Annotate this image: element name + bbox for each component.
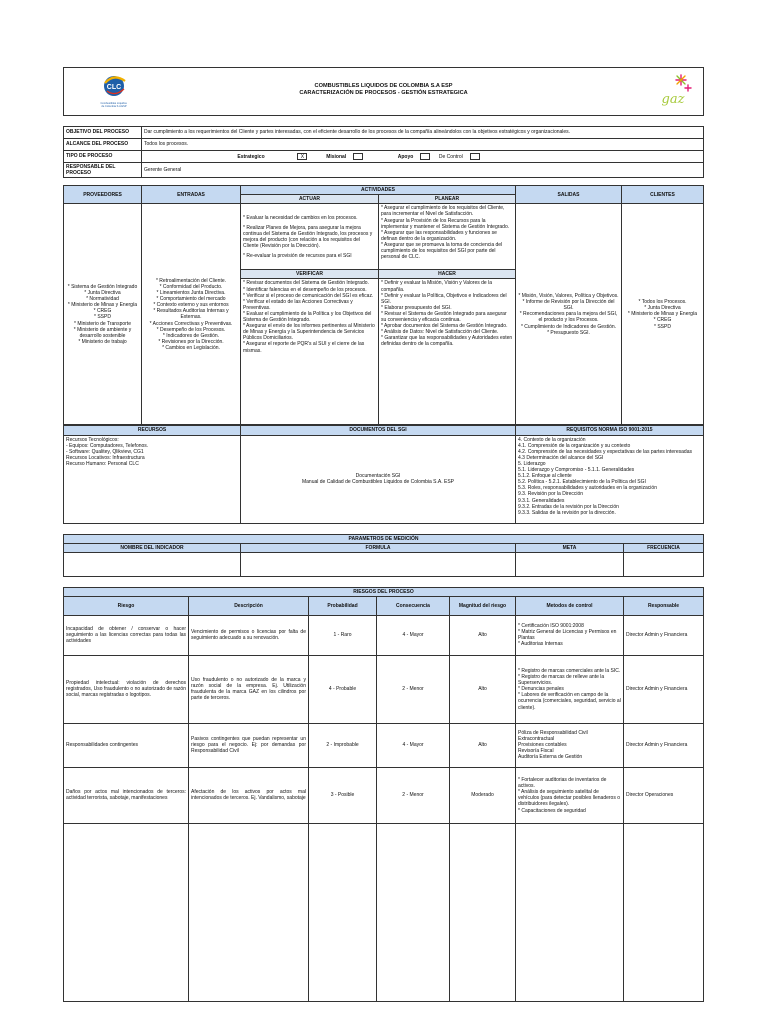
- list-item: 4. Contexto de la organización: [518, 436, 586, 443]
- planear-list: [379, 204, 516, 270]
- recursos-list: [64, 435, 241, 523]
- descripcion-cell: Pasivos contingentes que puedan representar un riesgo para el negocio. Ej: por demandas por Responsabilidad Civil: [189, 723, 309, 767]
- list-item: * Auditorias Internas: [518, 641, 563, 648]
- list-item: * Denuncias penales: [518, 686, 564, 693]
- list-item: * Certificación ISO 9001:2008: [518, 623, 584, 630]
- list-item: 5.2. Política - 5.2.1. Establecimiento de la Política del SGI: [518, 479, 646, 486]
- list-item: * Ministerio de trabajo: [78, 338, 127, 345]
- magnitud-cell: Alto: [450, 655, 516, 723]
- actuar-header: ACTUAR: [241, 195, 379, 204]
- list-item: * Registro de marcas comerciales ante la SIC.: [518, 668, 621, 675]
- hacer-header: HACER: [379, 270, 516, 279]
- responsable-header: Responsable: [624, 596, 704, 615]
- resources-table: [63, 425, 704, 523]
- list-item: Póliza de Responsabilidad Civil Extracontractual: [518, 730, 588, 743]
- list-item: * Sistema de Gestión Integrado: [67, 283, 138, 290]
- list-item: * Labores de verificación en campo de la ocurrencia (comerciales, seguridad, servicio al cliente).: [518, 692, 621, 711]
- list-item: * Ministerio de Minas y Energía: [67, 302, 138, 309]
- spacer: [63, 577, 704, 587]
- responsable-label: RESPONSABLE DEL PROCESO: [64, 163, 142, 178]
- list-item: Documentación SGI: [355, 472, 401, 479]
- spacer: [63, 524, 704, 534]
- empty-cell: [377, 823, 450, 1001]
- salidas-header: SALIDAS: [516, 186, 622, 204]
- frecuencia-header: FRECUENCIA: [624, 543, 704, 552]
- requisitos-header: REQUISITOS NORMA ISO 9001:2015: [516, 426, 704, 435]
- list-item: * SSPD: [654, 323, 671, 330]
- verificar-list: [241, 279, 379, 425]
- table-row: [64, 615, 704, 655]
- control-cell: [516, 655, 624, 723]
- verificar-header: VERIFICAR: [241, 270, 379, 279]
- list-item: * Verificar el estado de las Acciones Correctivas y Preventivas.: [243, 298, 353, 311]
- list-item: * Elaborar presupuesto del SGI.: [381, 304, 452, 311]
- list-item: * Indicadores de Gestión.: [162, 332, 220, 339]
- meta-header: META: [516, 543, 624, 552]
- empty-cell: [450, 823, 516, 1001]
- clientes-header: CLIENTES: [622, 186, 704, 204]
- measurement-table: [63, 534, 704, 577]
- actuar-list: [241, 204, 379, 270]
- list-item: * Revisiones por la Dirección.: [158, 338, 224, 345]
- list-item: * Realizar Planes de Mejora, para asegurar la mejora continua del Sistema de Gestión Integrado, los procesos y mejora del producto (con relación a los requisitos del Cliente (Revisión por la Dirección).: [243, 224, 373, 249]
- entradas-header: ENTRADAS: [142, 186, 241, 204]
- list-item: * Asegurar el envío de los informes pertinentes al Ministerio de Minas y Energía y la Superintendencia de Servicios Públicos Domiciliarios.: [243, 323, 375, 342]
- list-item: * CREG: [93, 308, 112, 315]
- list-item: * Todos los Procesos.: [638, 299, 687, 306]
- objetivo-label: OBJETIVO DEL PROCESO: [64, 127, 142, 139]
- proveedores-list: [64, 204, 142, 425]
- formula-cell[interactable]: [241, 552, 516, 576]
- table-row: [64, 823, 704, 1001]
- list-item: 9.3.3. Salidas de la revisión por la dirección.: [518, 509, 616, 516]
- list-item: * Ministerio de Transporte: [74, 320, 131, 327]
- table-row: [64, 767, 704, 823]
- magnitud-cell: Alto: [450, 723, 516, 767]
- list-item: 9.3. Revisión por la Dirección: [518, 491, 584, 498]
- spacer: [63, 178, 704, 185]
- list-item: * Ministerio de Minas y Energía: [627, 311, 698, 318]
- list-item: * Acciones Correctivas y Preventivas.: [149, 320, 233, 327]
- list-item: * Lineamientos Junta Directiva.: [156, 290, 226, 297]
- nombre-indicador-header: NOMBRE DEL INDICADOR: [64, 543, 241, 552]
- spacer: [63, 116, 704, 126]
- list-item: * Presupuesto SGI.: [547, 329, 590, 336]
- consecuencia-cell: 4 - Mayor: [377, 723, 450, 767]
- descripcion-cell: Afectación de los activos por actos mal intencionados de terceros. Ej. Vandalismo, sabotaje: [189, 767, 309, 823]
- clc-logo-caption: Combustibles Líquidos de Colombia S.A ESP: [100, 102, 127, 108]
- list-item: * Resultados Auditorías Internas y Externas.: [153, 308, 229, 321]
- list-item: * Análisis de seguimiento satelital de vehículos (para detectar posibles llenaderos o distribuidores ilegales).: [518, 789, 621, 808]
- empty-cell: [624, 823, 704, 1001]
- list-item: * Normatividad: [86, 296, 119, 303]
- list-item: * Aprobar documentos del Sistema de Gestión Integrado.: [381, 323, 508, 330]
- table-row: [64, 655, 704, 723]
- list-item: * Asegurar la Provisión de los Recursos para la implementar y mantener el Sistema de Gestión Integrado.: [381, 217, 510, 230]
- control-cell: [516, 723, 624, 767]
- list-item: * Asegurar que se promueva la toma de conciencia del cumplimiento de los requisitos del SGI por parte del personal de CLC.: [381, 241, 503, 261]
- list-item: * Asegurar el cumplimiento de los requisitos del Cliente, para incrementar el Nivel de Satisfacción.: [381, 205, 505, 218]
- salidas-list: [516, 204, 622, 425]
- list-item: * Cumplimiento de Indicadores de Gestión.: [520, 323, 617, 330]
- list-item: * Capacitaciones de seguridad: [518, 807, 586, 814]
- probabilidad-cell: 2 - Improbable: [309, 723, 377, 767]
- list-item: * Análisis de Datos: Nivel de Satisfacción del Cliente.: [381, 329, 499, 336]
- documentos-list: [241, 435, 516, 523]
- tipo-control-checkbox[interactable]: [470, 153, 480, 160]
- list-item: Revisoría Fiscal: [518, 748, 554, 755]
- probabilidad-cell: 4 - Probable: [309, 655, 377, 723]
- list-item: * Junta Directiva: [84, 290, 121, 297]
- list-item: * Garantizar que las responsabilidades y Autoridades esten definidas dentro de la compañía.: [381, 335, 513, 348]
- document-header: [63, 67, 704, 116]
- list-item: Auditoría Externa de Gestión: [518, 754, 583, 761]
- list-item: 5.1.2. Enfoque al cliente: [518, 473, 572, 480]
- list-item: * Desempeño de los Procesos.: [156, 326, 226, 333]
- measurement-title: PARAMETROS DE MEDICIÓN: [64, 534, 704, 543]
- list-item: * Identificar falencias en el desempeño de los procesos.: [243, 286, 367, 293]
- riesgo-cell: Responsabilidades contingentes: [64, 723, 189, 767]
- list-item: * Comportamiento del mercado: [156, 296, 226, 303]
- responsable-cell: Director Admin y Financiera: [624, 723, 704, 767]
- control-cell: [516, 615, 624, 655]
- document-subtitle: CARACTERIZACIÓN DE PROCESOS - GESTIÓN ESTRATEGICA: [299, 90, 468, 96]
- tipo-misional-checkbox[interactable]: [353, 153, 363, 160]
- table-row: [64, 723, 704, 767]
- magnitud-header: Magnitud del riesgo: [450, 596, 516, 615]
- list-item: 4.2. Comprensión de las necesidades y expectativas de las partes interesadas: [518, 448, 692, 455]
- objetivo-value: Dar cumplimiento a los requerimientos del Cliente y partes interesadas, con el eficiente desarrollo de los procesos de la compañía alineándolos con la objetivos estratégicos y organizacionales.: [142, 127, 704, 139]
- responsable-value: Gerente General: [142, 163, 704, 178]
- responsable-cell: Director Operaciones: [624, 767, 704, 823]
- empty-cell: [64, 823, 189, 1001]
- consecuencia-header: Consecuencia: [377, 596, 450, 615]
- control-header: Metodos de control: [516, 596, 624, 615]
- list-item: 9.3.2. Entradas de la revisión por la Dirección: [518, 503, 619, 510]
- activities-table: [63, 185, 704, 425]
- magnitud-cell: Alto: [450, 615, 516, 655]
- tipo-estrategico-checkbox[interactable]: X: [297, 153, 307, 160]
- risks-table: [63, 587, 704, 1002]
- list-item: * Contexto externo y sus entornos: [153, 302, 229, 309]
- list-item: * Asegurar el reporte de PQR's al SUI y el cierre de las mismas.: [243, 341, 365, 354]
- list-item: * Cambios en Legislación.: [162, 344, 220, 351]
- list-item: * Fortalecer auditorias de inventarios de activos.: [518, 777, 607, 790]
- descripcion-cell: Vencimiento de permisos o licencias por falta de seguimiento adecuado a su renovación.: [189, 615, 309, 655]
- list-item: 9.3.1. Generalidades: [518, 497, 565, 504]
- list-item: * Recomendaciones para la mejora del SGI, el producto y los Procesos.: [519, 311, 618, 324]
- risks-title: RIESGOS DEL PROCESO: [64, 587, 704, 596]
- hacer-list: [379, 279, 516, 425]
- list-item: * Evaluar el cumplimiento de la Política y los Objetivos del Sistema de Gestión Integrado.: [243, 310, 372, 324]
- list-item: * Misión, Visión, Valores, Política y Objetivos.: [518, 293, 619, 300]
- list-item: 5.1. Liderazgo y Compromiso - 5.1.1. Generalidades: [518, 467, 635, 474]
- clc-logo-text: CLC: [106, 84, 122, 91]
- descripcion-cell: Uso fraudulento o no autorizado de la marca y razón social de la empresa. Ej. Utilización fraudulenta de la marca GAZ en los cilindros por parte de terceros.: [189, 655, 309, 723]
- list-item: * Definir y evaluar la Política, Objetivos e Indicadores del SGI.: [381, 292, 507, 305]
- requisitos-list: [516, 435, 704, 523]
- riesgo-header: Riesgo: [64, 596, 189, 615]
- tipo-options: [142, 151, 704, 163]
- list-item: 5. Liderazgo: [518, 460, 546, 467]
- empty-cell: [309, 823, 377, 1001]
- proveedores-header: PROVEEDORES: [64, 186, 142, 204]
- list-item: Provisiones contables: [518, 742, 567, 749]
- list-item: Recursos Locativos: Infraestructura: [66, 454, 145, 461]
- consecuencia-cell: 2 - Menor: [377, 655, 450, 723]
- list-item: * Ministerio de ambiente y desarrollo sostenible: [73, 326, 132, 339]
- process-info-table: [63, 126, 704, 178]
- tipo-apoyo-checkbox[interactable]: [420, 153, 430, 160]
- magnitud-cell: Moderado: [450, 767, 516, 823]
- company-title: COMBUSTIBLES LIQUIDOS DE COLOMBIA S.A ESP: [314, 83, 453, 89]
- control-cell: [516, 767, 624, 823]
- list-item: * Junta Directiva: [644, 305, 681, 312]
- consecuencia-cell: 2 - Menor: [377, 767, 450, 823]
- alcance-label: ALCANCE DEL PROCESO: [64, 139, 142, 151]
- clientes-list: [622, 204, 704, 425]
- documentos-header: DOCUMENTOS DEL SGI: [241, 426, 516, 435]
- list-item: * Matriz General de Licencias y Permisos en Plantas: [518, 629, 617, 642]
- list-item: Recurso Humano: Personal CLC: [66, 460, 139, 467]
- list-item: * Registro de marcas de relleve ante la Superservicios.: [518, 674, 605, 687]
- empty-cell: [516, 823, 624, 1001]
- riesgo-cell: Daños por actos mal intencionados de terceros: actividad terrorista, sabotaje, manifestaciones: [64, 767, 189, 823]
- list-item: * Revisar el Sistema de Gestión Integrado para asegurar su conveniencia y eficacia continua.: [381, 310, 507, 324]
- list-item: * Conformidad del Producto.: [159, 283, 223, 290]
- alcance-value: Todos los procesos.: [142, 139, 704, 151]
- probabilidad-cell: 3 - Posible: [309, 767, 377, 823]
- list-item: Recursos Tecnológicos:: [66, 436, 119, 443]
- frecuencia-cell[interactable]: [624, 552, 704, 576]
- list-item: Manual de Calidad de Combustibles Liquidos de Colombia S.A. ESP: [301, 479, 455, 486]
- list-item: 5.3. Roles, responsabilidades y autoridades en la organización: [518, 485, 657, 492]
- list-item: * CREG: [653, 317, 672, 324]
- tipo-estrategico-label: Estrategico: [237, 153, 265, 160]
- list-item: * Retroalimentación del Cliente.: [155, 277, 227, 284]
- tipo-control-label: De Control: [438, 153, 463, 160]
- gaz-logo-icon: [655, 71, 695, 113]
- list-item: * Verificar si el proceso de comunicación del SGI es eficaz.: [243, 292, 374, 299]
- riesgo-cell: Propiedad intelectual: violación de derechos registrados, Uso fraudulento o no autorizado de razón social, marcas registradas o logotipos.: [64, 655, 189, 723]
- list-item: * Definir y evaluar la Misión, Visión y Valores de la compañía.: [381, 280, 492, 293]
- meta-cell[interactable]: [516, 552, 624, 576]
- planear-header: PLANEAR: [379, 195, 516, 204]
- responsable-cell: Director Admin y Financiera: [624, 655, 704, 723]
- actividades-header: ACTIVIDADES: [241, 186, 516, 195]
- list-item: - Equipos: Computadores, Telefonos.: [66, 442, 149, 449]
- list-item: * Revisar documentos del Sistema de Gestión Integrado.: [243, 280, 369, 287]
- descripcion-header: Descripción: [189, 596, 309, 615]
- list-item: 4.1. Comprensión de la organización y su contexto: [518, 442, 631, 449]
- tipo-misional-label: Misional: [326, 153, 347, 160]
- recursos-header: RECURSOS: [64, 426, 241, 435]
- probabilidad-cell: 1 - Raro: [309, 615, 377, 655]
- empty-cell: [189, 823, 309, 1001]
- list-item: - Software: Qualitey, Qlikview, CG1: [66, 448, 144, 455]
- riesgo-cell: Incapacidad de obtener / conservar o hacer seguimiento a las licencias correctas para todas las actividades: [64, 615, 189, 655]
- list-item: 4.3 Determinación del alcance del SGI: [518, 454, 604, 461]
- list-item: * Asegurar que las responsabilidades y funciones se definan dentro de la organización.: [381, 229, 497, 242]
- list-item: * Informe de Revisión por la Dirección del SGI.: [522, 299, 615, 312]
- list-item: * SSPD: [94, 314, 111, 321]
- consecuencia-cell: 4 - Mayor: [377, 615, 450, 655]
- entradas-list: [142, 204, 241, 425]
- tipo-label: TIPO DE PROCESO: [64, 151, 142, 163]
- tipo-apoyo-label: Apoyo: [397, 153, 414, 160]
- list-item: * Evaluar la necesidad de cambios en los procesos.: [243, 214, 358, 221]
- gaz-logo-text: gaz: [661, 92, 685, 107]
- responsable-cell: Director Admin y Financiera: [624, 615, 704, 655]
- characterization-document: [63, 67, 704, 1002]
- list-item: * Re-evaluar la provisión de recursos para el SGI: [243, 253, 352, 260]
- indicador-cell[interactable]: [64, 552, 241, 576]
- formula-header: FORMULA: [241, 543, 516, 552]
- probabilidad-header: Probabilidad: [309, 596, 377, 615]
